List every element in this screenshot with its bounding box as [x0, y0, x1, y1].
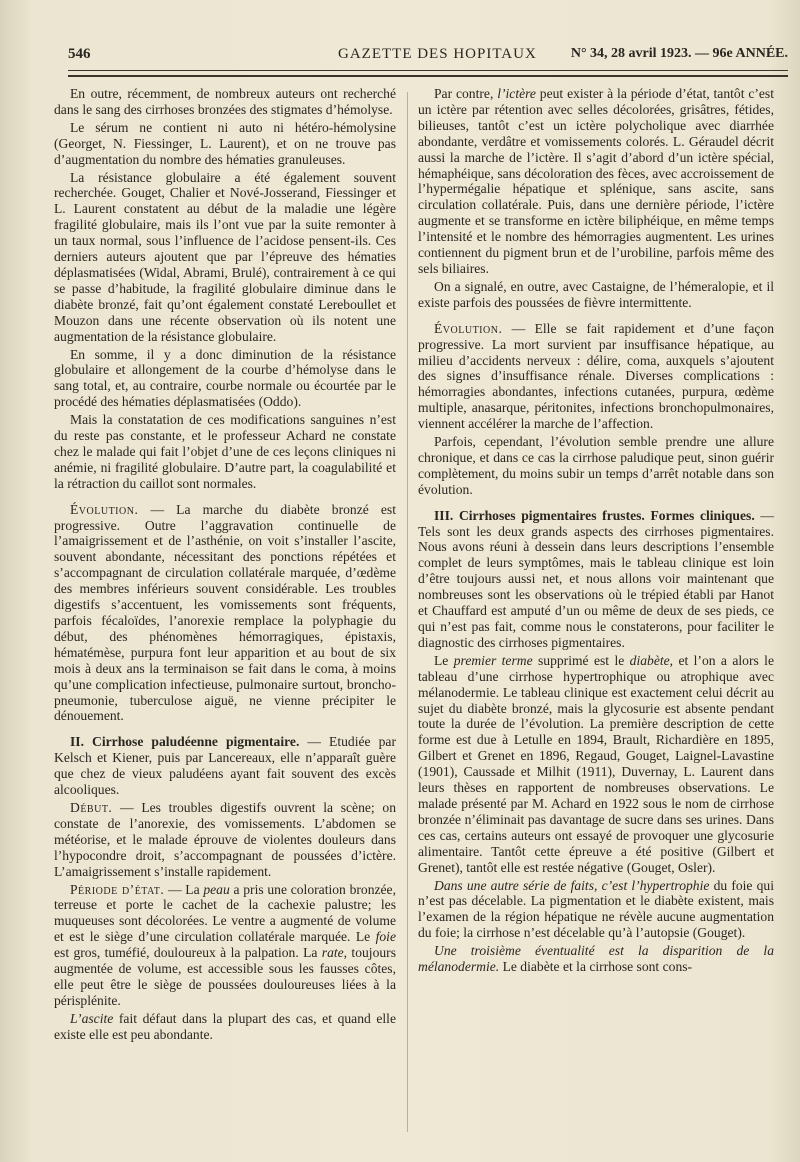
paragraph-text: Le diabète et la cirrhose sont cons- — [499, 959, 693, 975]
paragraph-text: — La marche du diabète bronzé est progressive. Outre l’aggravation continuelle de l’amaigrissement et de l’asthénie, on voit s’installer l’ascite, souvent abondante, nécessitant des ponctions répétées et s’accompagnant de circulation collatérale marquée, d’œdème des membres inférieurs souvent considérable. Les troubles digestifs s’accentuent, les vomissements sont fréquents, parfois fécaloïdes, l’anorexie remplace la polyphagie du début, des phénomènes hémorragiques, épistaxis, hématémèse, purpura font leur apparition et au bout de six mois à deux ans la terminaison se fait dans le coma, à moins qu’une complication infectieuse, pulmonaire surtout, broncho-pneumonie, tuberculose aiguë, ne vienne précipiter le dénouement. — [54, 501, 396, 724]
paragraph — [418, 508, 774, 651]
paragraph — [418, 943, 774, 975]
emphasis: diabète — [629, 652, 670, 668]
paragraph-text: toujours augmentée de volume, est accessible sous les fausses côtes, elle peut être le siège de poussées douloureuses liées à la périsplénite. — [54, 945, 396, 1008]
paragraph-text: est gros, tuméfié, douloureux à la palpation. La — [54, 945, 322, 961]
paragraph — [418, 321, 774, 432]
paragraph-text: Le — [434, 652, 454, 668]
paragraph — [54, 1011, 396, 1043]
paragraph-text: fait défaut dans la plupart des cas, et quand elle existe elle est peu abondante. — [54, 1010, 396, 1042]
paragraph-text: du foie qui n’est pas décelable. La pigmentation et le diabète existent, mais l’examen de la région hépatique ne révèle aucune augmentation du foie; la cirrhose n’est décelable qu’à l’autopsie (Gouget). — [418, 877, 774, 941]
paragraph-text: peut exister à la période d’état, tantôt c’est un ictère par rétention avec selles décolorées, grisâtres, fétides, bilieuses, tantôt c’est un ictère polycholique avec diarrhée abondante, verdâtre et vomissements colorés. L. Géraudel décrit aussi la marche de l’ictère. Il s’agit d’abord d’un ictère spécial, hémaphéique, sans décoloration des fèces, avec accroissement de l’hypermégalie hépatique et splénique, sans ascite, sans circulation collatérale. Puis, dans une dernière période, l’ictère augmente et se transforme en ictère biliphéique, en même temps l’intensité et le nombre des hémorragies augmentent. Les urines contiennent du pigment brun et de l’urobiline, parfois même des sels biliaires. — [418, 86, 774, 276]
paragraph — [54, 800, 396, 880]
paragraph-text: — Etudiée par Kelsch et Kiener, puis par Lancereaux, elle n’apparaît guère que chez de vieux paludéens ayant fait souvent des excès alcooliques. — [54, 734, 396, 798]
paragraph-text: — La — [164, 881, 204, 897]
paragraph — [54, 502, 396, 725]
paragraph — [54, 734, 396, 798]
right-column — [418, 86, 774, 977]
subsection-heading: Période d’état. — [70, 881, 165, 897]
paragraph: En outre, récemment, de nombreux auteurs ont recherché dans le sang des cirrhoses bronzées des stigmates d’hémolyse. — [54, 86, 396, 117]
issue-info: N° 34, 28 avril 1923. — 96e ANNÉE. — [570, 46, 788, 61]
paragraph: Mais la constatation de ces modifications sanguines n’est du reste pas constante, et le professeur Achard ne constate chez le malade qui fait l’objet d’une de ces leçons cliniques ni anémie, ni fragilité globulaire. D’autre part, la coagulabilité et la rétraction du caillot sont normales. — [54, 412, 396, 491]
header-rule — [68, 70, 788, 71]
journal-title: GAZETTE DES HOPITAUX — [338, 46, 537, 62]
paragraph: Parfois, cependant, l’évolution semble prendre une allure chronique, et dans ce cas la cirrhose paludique peut, sinon guérir complètement, du moins subir un temps d’arrêt notable dans son évolution. — [418, 434, 774, 497]
paragraph — [418, 653, 774, 876]
emphasis: rate, — [321, 945, 348, 961]
section-heading: Évolution. — [70, 501, 139, 517]
paragraph-text: a pris une coloration bronzée, terreuse et porte le cachet de la cachexie palustre; les muqueuses sont décolorées. Le ventre a augmenté de volume et est le siège d’une circulation collatérale marquée. Le — [54, 881, 396, 945]
paragraph: La résistance globulaire a été également souvent recherchée. Gouget, Chalier et Nové-Josserand, Fiessinger et L. Laurent constatent au début de la maladie une légère fragilité globulaire, mais ils l’ont vue par la suite remonter à un taux normal, sous l’influence de l’acidose pensent-ils. Ces derniers auteurs ajoutent que par l’épreuve des hématies déplasmatisées (Widal, Abrami, Brulé), contrairement à ce qui se passe d’habitude, la fragilité globulaire diminue dans le diabète bronzé, fait qu’ont également constaté Lereboullet et Mouzon dans une récente observation où ils notent une augmentation de la résistance globulaire. — [54, 169, 396, 344]
page-header — [68, 38, 788, 68]
paragraph-text: , et l’on a alors le tableau d’une cirrhose hypertrophique ou atrophique avec mélanodermie. Le tableau clinique est exactement celui décrit au sujet du diabète bronzé, mais la glycosurie est absente pendant toute la durée de l’évolution. La première description de cette forme est due à Letulle en 1894, Brault, Richardière en 1895, Gilbert et Grenet en 1896, Regaud, Gouget, Laignel-Lavastine (1901), Caussade et Milhit (1911), Duvernay, L. Laurent dans leurs thèses en rapportent de nombreuses observations. Le malade présenté par M. Achard en 1922 sous le nom de cirrhose bronzée n’éliminait pas davantage de sucre dans ses urines. Dans ces cas, certains auteurs ont essayé de provoquer une glycosurie alimentaire. Tantôt cette épreuve a été positive (Gilbert et Grenet), tantôt elle est restée négative (Gouget, Osler). — [418, 652, 774, 875]
section-heading: II. Cirrhose paludéenne pigmentaire. — [70, 734, 300, 750]
page-number: 546 — [68, 46, 91, 62]
paragraph — [54, 882, 396, 1009]
emphasis: Une troisième éventualité est la disparition de la mélanodermie. — [418, 943, 774, 975]
emphasis: l’ictère — [497, 86, 536, 101]
emphasis: premier terme — [453, 652, 533, 668]
emphasis: peau — [203, 881, 230, 897]
emphasis: L’ascite — [70, 1010, 114, 1026]
paragraph: Le sérum ne contient ni auto ni hétéro-hémolysine (Georget, N. Fiessinger, L. Laurent), et on ne trouve pas d’augmentation du nombre des hématies granuleuses. — [54, 119, 396, 167]
paragraph-text: — Tels sont les deux grands aspects des cirrhoses pigmentaires. Nous avons réuni à dessein dans leurs descriptions l’ensemble complet de leurs symptômes, mais le tableau clinique est loin d’être toujours aussi net, et nous allons voir maintenant que nombreuses sont les observations où le trépied établi par Hanot et Chauffard est amputé d’un ou même de deux de ses pieds, ce qui n’est pas fait, comme nous le constaterons, pour faciliter le diagnostic des cirrhoses pigmentaires. — [418, 507, 774, 650]
column-divider — [407, 92, 408, 1132]
paragraph-text: — Elle se fait rapidement et d’une façon progressive. La mort survient par insuffisance hépatique, au milieu d’accidents nerveux : délire, coma, auxquels s’ajoutent des signes d’insuffisance rénale. Diverses complications : hémorragies abondantes, infections cutanées, purpura, œdème multiple, anasarque, péritonites, infections bronchopulmonaires, viennent accélérer la marche de l’affection. — [418, 320, 774, 432]
paragraph: On a signalé, en outre, avec Castaigne, de l’hémeralopie, et il existe parfois des poussées de fièvre intermittente. — [418, 278, 774, 310]
section-heading: III. Cirrhoses pigmentaires frustes. Formes cliniques. — [434, 507, 755, 523]
header-rule-thick — [68, 75, 788, 77]
paragraph-text: supprimé est le — [532, 652, 630, 668]
emphasis: Dans une autre série de faits, c’est l’hypertrophie — [434, 877, 710, 893]
paragraph-text: Par contre, — [434, 86, 498, 101]
paragraph — [418, 86, 774, 277]
section-heading: Évolution. — [434, 320, 503, 336]
subsection-heading: Début. — [70, 799, 113, 815]
paragraph: En somme, il y a donc diminution de la résistance globulaire et allongement de la courbe d’hémolyse dans le sang total, et, au contraire, courbe normale ou écourtée par le procédé des hématies déplasmatisées (Oddo). — [54, 346, 396, 410]
paragraph — [418, 878, 774, 942]
paragraph-text: — Les troubles digestifs ouvrent la scène; on constate de l’anorexie, des vomissements. L’abdomen se météorise, et le malade éprouve de violentes douleurs dans l’hypocondre droit, s’accompagnant de poussées d’ictère. L’amaigrissement s’installe rapidement. — [54, 799, 396, 879]
emphasis: foie — [375, 929, 396, 945]
left-column — [54, 86, 396, 1045]
